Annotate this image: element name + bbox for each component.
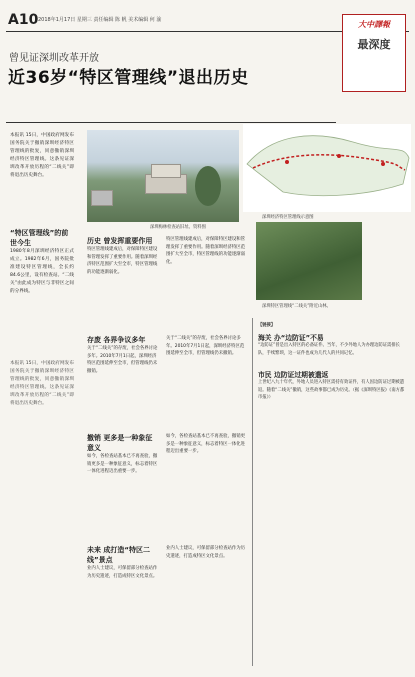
- sidebar-title-1: 海关 办“边防证”不易: [258, 334, 324, 342]
- headline: 近36岁“特区管理线”退出历史: [8, 68, 249, 88]
- sidebar-tag: 【链接】: [258, 323, 276, 328]
- column-text: 关于“二线关”的存废，社会各界讨论多年。2010年7月1日起，深圳经济特区范围延伸至全市，但管理线仍未撤销。: [166, 336, 245, 356]
- section-title: 撤销 更多是一种象征意义: [87, 434, 153, 452]
- section-history: [87, 236, 159, 276]
- sidebar-title-2: 市民 边防证过期被遣返: [258, 371, 329, 380]
- section-body: 业内人士建议，可保留部分检查站作为历史遗迹，打造成特区文化景点。: [87, 566, 158, 579]
- section-category: 最深度: [357, 38, 391, 51]
- kicker: 曾见证深圳改革开放: [9, 53, 99, 64]
- lead-continued: 本报讯 15日，中国政府网发布国务院关于撤销深圳经济特区管理线的批复，同意撤销深圳经济特区管理线。这条见证深圳改革开放历程的“二线关”即将退出历史舞台。: [10, 361, 74, 406]
- section-body: 特区管理线建成后，对保障特区建设和管理发挥了重要作用。随着深圳经济特区范围扩大至全市，特区管理线的功能逐渐弱化。: [87, 247, 158, 275]
- section-body: 关于“二线关”的存废，社会各界讨论多年。2010年7月1日起，深圳经济特区范围延伸至全市，但管理线仍未撤销。: [87, 346, 158, 374]
- main-photo-caption: 深圳梅林检查站旧址。资料图: [150, 225, 206, 230]
- column-text: 业内人士建议，可保留部分检查站作为历史遗迹，打造成特区文化景点。: [166, 546, 246, 559]
- brand-logo: 大中譯報: [358, 20, 390, 29]
- date-line: 2018年1月17日 星期三 责任编辑 陈 帆 美术编辑 何 渝: [38, 17, 162, 23]
- section-title: 未来 成打造“特区二线”景点: [87, 546, 151, 564]
- sidebar-body-2: 上世纪八九十年代，外地人员进入特区需持有效证件，有人因边防证过期被遣返。随着“二线关”撤销，这些故事都已成为历史。（据《深圳特区报》《南方都市报》）: [258, 380, 405, 401]
- lead-paragraph: 本报讯 15日，中国政府网发布国务院关于撤销深圳经济特区管理线的批复，同意撤销深圳经济特区管理线。这条见证深圳改革开放历程的“二线关”即将退出历史舞台。: [10, 133, 74, 178]
- brand-box: [342, 14, 406, 92]
- section-body: 如今，各检查站基本已不再查验，撤销更多是一种象征意义，标志着特区一体化进程迈出重要一步。: [87, 454, 158, 474]
- map-figure: [243, 124, 411, 212]
- section-body: 1980年8月深圳经济特区正式成立。1982年6月，国务院批准建设特区管理线，全长约84.6公里，设有检查站。“二线关”由此成为特区与非特区之间的分界线。: [10, 249, 74, 294]
- column-text: 特区管理线建成后，对保障特区建设和管理发挥了重要作用。随着深圳经济特区范围扩大至全市，特区管理线的功能逐渐弱化。: [166, 237, 246, 265]
- sidebar: [258, 322, 408, 402]
- section-future: [87, 545, 159, 580]
- section-origin: [10, 228, 74, 296]
- section-debate: [87, 335, 159, 375]
- main-photo: [87, 130, 239, 222]
- map-graphic: [243, 124, 411, 212]
- forest-caption: 深圳特区管理线“二线关”附近山林。: [262, 304, 331, 309]
- column-text: 如今，各检查站基本已不再查验，撤销更多是一种象征意义，标志着特区一体化进程迈出重要一步。: [166, 434, 246, 454]
- forest-photo: [256, 222, 362, 300]
- sidebar-divider: [252, 318, 253, 666]
- map-caption: 深圳经济特区管理线示意图: [262, 215, 314, 220]
- section-title: 历史 曾发挥重要作用: [87, 237, 153, 245]
- section-title: 存废 各界争议多年: [87, 336, 146, 344]
- section-title: “特区管理线”的前世今生: [10, 229, 69, 247]
- headline-rule: [6, 122, 336, 123]
- section-abolish: [87, 433, 159, 476]
- page-number: A10: [8, 12, 39, 28]
- sidebar-body-1: “边防证”曾是出入特区的必备证件。当年，不少外地人为办理边防证需排长队，手续繁琐，这一证件也成为几代人的共同记忆。: [258, 343, 400, 356]
